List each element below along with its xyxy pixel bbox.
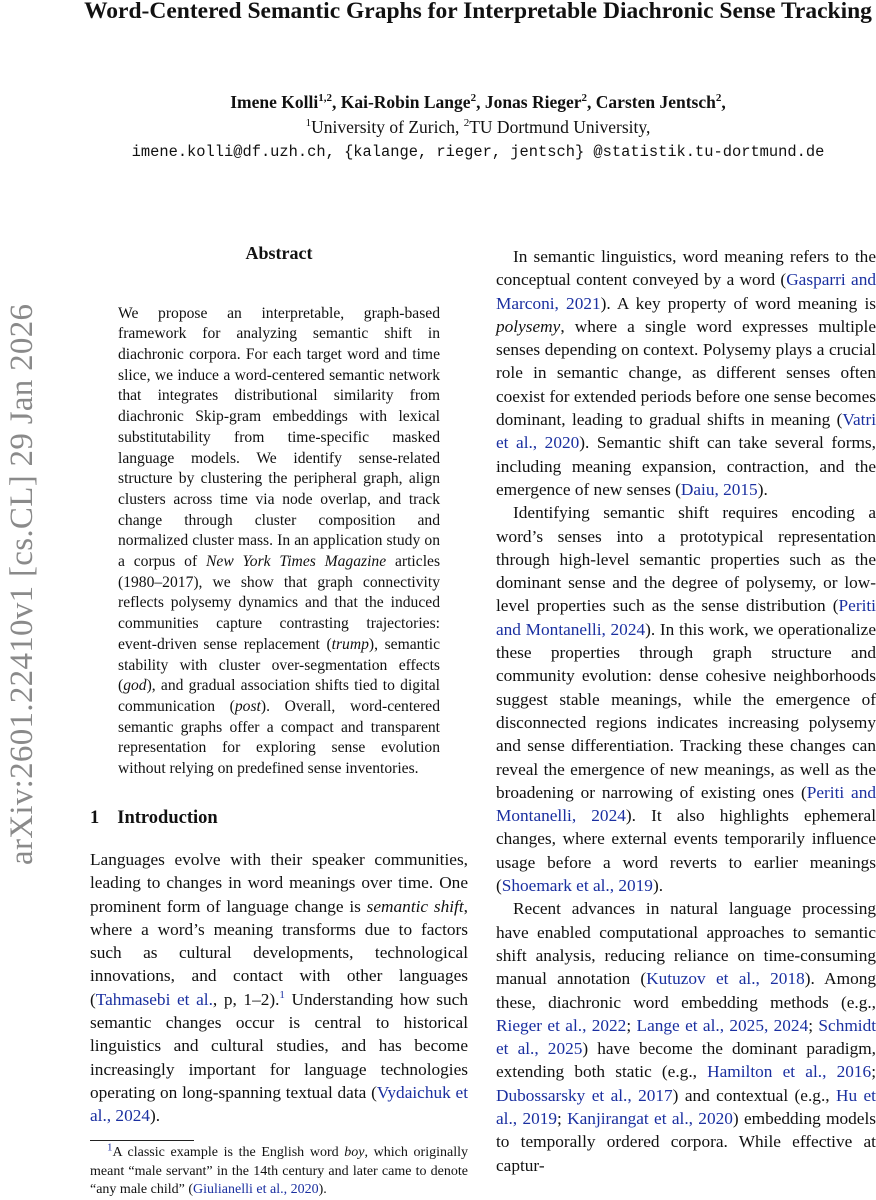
text-run: ). Overall, word-centered semantic graphs offer a compact and transparent representation for exploring sense evolution without relying on predefined sense inventories. bbox=[118, 697, 440, 778]
emphasis: post bbox=[234, 697, 261, 715]
author-separator: , bbox=[587, 92, 596, 112]
citation-link[interactable]: Giulianelli et al., 2020 bbox=[193, 1182, 319, 1197]
author-emails: imene.kolli@df.uzh.ch, {kalange, rieger, jentsch} @statistik.tu-dortmund.de bbox=[131, 143, 825, 161]
affiliations bbox=[80, 117, 876, 138]
text-run: ). bbox=[318, 1182, 327, 1197]
paragraph bbox=[496, 897, 876, 1177]
left-column-body bbox=[90, 848, 468, 1128]
text-run: , which originally meant “male servant” in the 14th century and later came to denote “any male child” ( bbox=[90, 1145, 468, 1197]
citation-link[interactable]: Hu et al., 2019 bbox=[496, 1085, 876, 1128]
citation-link[interactable]: Lange et al., 2025, 2024 bbox=[636, 1015, 809, 1035]
footnote bbox=[90, 1141, 468, 1200]
author-affiliation-mark: 2 bbox=[581, 92, 588, 105]
abstract-text bbox=[118, 288, 440, 795]
author-name: Kai-Robin Lange bbox=[340, 92, 471, 112]
author-name: Carsten Jentsch bbox=[595, 92, 716, 112]
section-title: Introduction bbox=[117, 808, 218, 828]
emphasis: boy bbox=[344, 1145, 365, 1160]
paragraph bbox=[118, 304, 440, 780]
text-run: ; bbox=[808, 1015, 819, 1035]
author-affiliation-mark: 2 bbox=[470, 92, 477, 105]
citation-link[interactable]: Periti and Montanelli, 2024 bbox=[496, 596, 876, 639]
text-run: ). A key property of word meaning is bbox=[600, 293, 876, 313]
emphasis: polysemy bbox=[496, 316, 561, 336]
citation-link[interactable]: Dubossarsky et al., 2017 bbox=[496, 1085, 673, 1105]
text-run: ; bbox=[557, 1108, 568, 1128]
text-run: ). In this work, we operationalize these properties through graph structure and community evolution: dense cohesive neighborhoods suggest stable meanings, while the emergence of disconnected regions indicates increasing polysemy and sense differentiation. Tracking these changes can reveal the emergence of new meanings, as well as the broadening or narrowing of existing ones ( bbox=[496, 619, 876, 802]
citation-link[interactable]: Shoemark et al., 2019 bbox=[501, 876, 653, 896]
text-run: Understanding how such semantic changes occur is central to historical linguistics and cultural studies, and has become increasingly important for language technologies operating on long-spanning textual data ( bbox=[90, 989, 468, 1102]
text-run: ). bbox=[150, 1106, 161, 1126]
emphasis: New York Times Magazine bbox=[206, 553, 387, 571]
author-affiliation-mark: 2 bbox=[715, 92, 722, 105]
text-run: ; bbox=[871, 1062, 876, 1082]
citation-link[interactable]: Vydaichuk et al., 2024 bbox=[90, 1082, 468, 1126]
paragraph bbox=[496, 501, 876, 897]
affiliation-mark: 1 bbox=[305, 117, 312, 130]
text-run: Identifying semantic shift requires encoding a word’s senses into a prototypical representation through high-level semantic properties such as the dominant sense and the degree of polysemy, or low-level properties such as the sense distribution ( bbox=[496, 503, 876, 616]
emphasis: semantic shift bbox=[366, 896, 464, 916]
citation-link[interactable]: Rieger et al., 2022 bbox=[496, 1015, 627, 1035]
emphasis: trump bbox=[331, 635, 369, 653]
citation-link[interactable]: Vatri et al., 2020 bbox=[496, 410, 876, 453]
text-run: , where a word’s meaning transforms due to factors such as cultural developments, technological innovations, and contact with other languages ( bbox=[90, 896, 468, 1009]
paragraph bbox=[90, 848, 468, 1128]
paragraph bbox=[496, 245, 876, 501]
citation-link[interactable]: Tahmasebi et al. bbox=[95, 989, 213, 1009]
author-separator: , bbox=[331, 92, 341, 112]
author-separator: , bbox=[721, 92, 726, 112]
text-run: , where a single word expresses multiple senses depending on context. Polysemy plays a crucial role in semantic change, as different senses often coexist for extended periods before one sense becomes dominant, leading to gradual shifts in meaning ( bbox=[496, 316, 876, 430]
citation-link[interactable]: Daiu, 2015 bbox=[680, 479, 758, 499]
author-name: Imene Kolli bbox=[230, 92, 319, 112]
text-run: ). Semantic shift can take several forms, including meaning expansion, contraction, and the emergence of new senses ( bbox=[496, 433, 876, 499]
emphasis: god bbox=[123, 677, 147, 695]
text-run: ) have become the dominant paradigm, extending both static (e.g., bbox=[496, 1039, 876, 1082]
section-heading-introduction bbox=[90, 808, 218, 829]
paper-title: Word-Centered Semantic Graphs for Interpretable Diachronic Sense Tracking bbox=[84, 0, 872, 24]
footnote-marker[interactable]: 1 bbox=[107, 1141, 113, 1154]
text-run: A classic example is the English word bbox=[112, 1145, 345, 1160]
affiliation-name: University of Zurich, bbox=[311, 117, 464, 137]
text-run: We propose an interpretable, graph-based framework for analyzing semantic shift in diachronic corpora. For each target word and time slice, we induce a word-centered semantic network that integrates distributional similarity from diachronic Skip-gram embeddings with lexical substitutability from time-specific masked language models. We identify sense-related structure by clustering the peripheral graph, align clusters across time via node overlap, and track change through cluster composition and normalized cluster mass. In an application study on a corpus of bbox=[118, 304, 440, 571]
text-run: , p, 1–2). bbox=[212, 989, 280, 1009]
citation-link[interactable]: Schmidt et al., 2025 bbox=[496, 1015, 876, 1059]
paragraph bbox=[90, 1141, 468, 1200]
citation-link[interactable]: Kutuzov et al., 2018 bbox=[646, 969, 805, 989]
footnote-divider bbox=[90, 1140, 194, 1141]
text-run: ) and contextual (e.g., bbox=[672, 1085, 836, 1105]
text-run: ). It also highlights ephemeral changes, where external events temporarily influence usage before a word reverts to earlier meanings ( bbox=[496, 806, 876, 896]
author-separator: , bbox=[476, 92, 485, 112]
text-run: ). Among these, diachronic word embedding methods (e.g., bbox=[496, 969, 876, 1012]
text-run: ), and gradual association shifts tied to digital communication ( bbox=[118, 677, 440, 715]
citation-link[interactable]: Hamilton et al., 2016 bbox=[707, 1062, 872, 1082]
text-run: Languages evolve with their speaker communities, leading to changes in word meanings over time. One prominent form of language change is bbox=[90, 850, 468, 916]
author-affiliation-mark: 1,2 bbox=[318, 92, 332, 105]
citation-link[interactable]: Periti and Montanelli, 2024 bbox=[496, 782, 876, 826]
text-run: Recent advances in natural language processing have enabled computational approaches to semantic shift analysis, reducing reliance on time-consuming manual annotation ( bbox=[496, 899, 876, 989]
arxiv-identifier: arXiv:2601.22410v1 [cs.CL] 29 Jan 2026 bbox=[4, 303, 40, 865]
text-run: ), semantic stability with cluster over-segmentation effects ( bbox=[118, 635, 440, 695]
text-run: ) embedding models to temporally ordered corpora. While effective at captur- bbox=[496, 1108, 876, 1175]
text-run: ; bbox=[626, 1015, 637, 1035]
abstract-heading: Abstract bbox=[245, 243, 313, 263]
section-number: 1 bbox=[90, 808, 100, 828]
author-name: Jonas Rieger bbox=[484, 92, 582, 112]
text-run: articles (1980–2017), we show that graph connectivity reflects polysemy dynamics and that the induced communities capture contrasting trajectories: event-driven sense replacement ( bbox=[118, 553, 441, 653]
right-column-body bbox=[496, 245, 876, 1177]
affiliation-mark: 2 bbox=[463, 117, 470, 130]
text-run: ). bbox=[757, 479, 768, 499]
author-list bbox=[80, 92, 876, 113]
citation-link[interactable]: Gasparri and Marconi, 2021 bbox=[496, 270, 876, 313]
citation-link[interactable]: Kanjirangat et al., 2020 bbox=[567, 1108, 733, 1128]
text-run: ). bbox=[652, 876, 664, 896]
text-run: In semantic linguistics, word meaning refers to the conceptual content conveyed by a word ( bbox=[496, 247, 876, 290]
footnote-marker[interactable]: 1 bbox=[279, 989, 285, 1002]
affiliation-name: TU Dortmund University, bbox=[469, 117, 651, 137]
